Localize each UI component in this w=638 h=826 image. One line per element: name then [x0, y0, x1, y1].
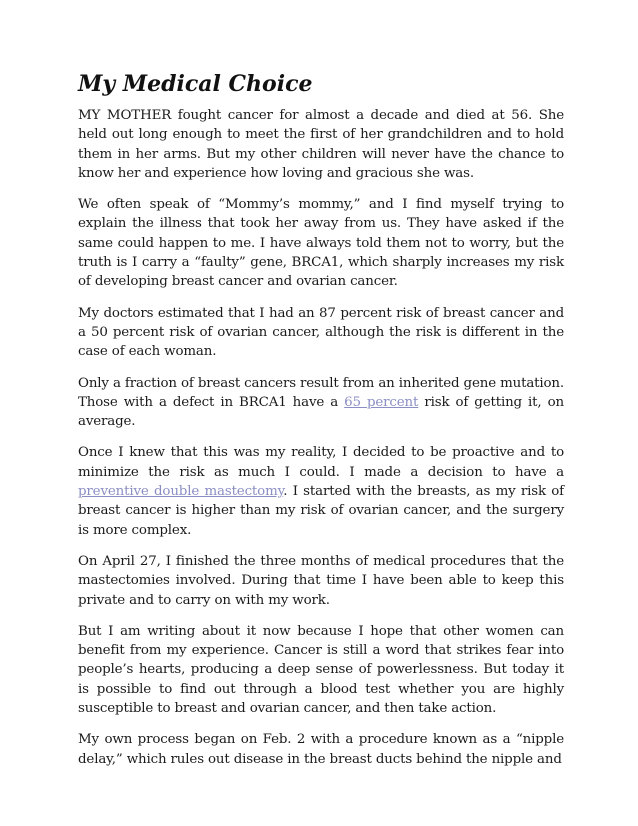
paragraph-5: [78, 443, 564, 539]
paragraph-4-text-before: Only a fraction of breast cancers result from an inherited gene mutation. Those with a defect in BRCA1 have a: [78, 375, 565, 410]
paragraph-4: [78, 374, 564, 432]
paragraph-8: My own process began on Feb. 2 with a procedure known as a “nipple delay,” which rules out disease in the breast ducts behind the nipple and: [78, 732, 564, 767]
paragraph-4-text-after: risk of getting it, on average.: [78, 394, 564, 430]
article-title: My Medical Choice: [78, 71, 313, 97]
paragraph-1: MY MOTHER fought cancer for almost a decade and died at 56. She held out long enough to meet the first of her grandchildren and to hold them in her arms. But my other children will never have the chance to know her and experience how loving and gracious she was.: [78, 108, 564, 181]
article: [78, 70, 564, 781]
preventive-double-mastectomy-link[interactable]: preventive double mastectomy: [78, 484, 284, 500]
paragraph-5-text-after: . I started with the breasts, as my risk of breast cancer is higher than my risk of ovarian cancer, and the surgery is more complex.: [78, 484, 564, 538]
paragraph-6: On April 27, I finished the three months of medical procedures that the mastectomies involved. During that time I have been able to keep this private and to carry on with my work.: [78, 553, 564, 608]
sixty-five-percent-link[interactable]: 65 percent: [344, 394, 419, 410]
paragraph-3: My doctors estimated that I had an 87 percent risk of breast cancer and a 50 percent risk of ovarian cancer, although the risk is different in the case of each woman.: [78, 305, 564, 360]
paragraph-5-text-before: Once I knew that this was my reality, I decided to be proactive and to minimize the risk as much I could. I made a decision to have a: [78, 445, 564, 480]
paragraph-2: We often speak of “Mommy’s mommy,” and I find myself trying to explain the illness that took her away from us. They have asked if the same could happen to me. I have always told them not to worry, but the truth is I carry a “faulty” gene, BRCA1, which sharply increases my risk of developing breast cancer and ovarian cancer.: [78, 197, 564, 290]
paragraph-7: But I am writing about it now because I hope that other women can benefit from my experience. Cancer is still a word that strikes fear into people’s hearts, producing a deep sense of powerlessness. But today it is possible to find out through a blood test whether you are highly susceptible to breast and ovarian cancer, and then take action.: [78, 623, 564, 717]
